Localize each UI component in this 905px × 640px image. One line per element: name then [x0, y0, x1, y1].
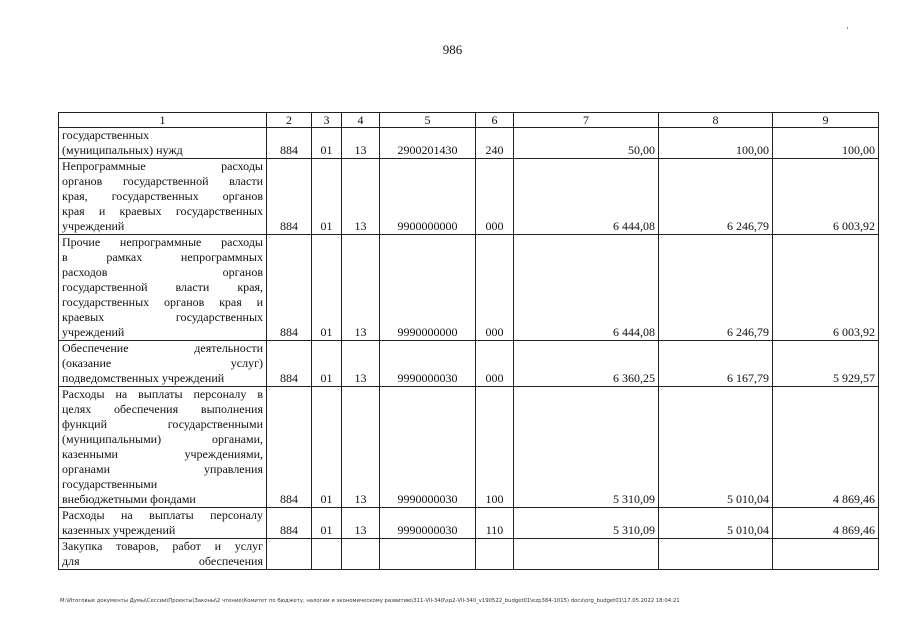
footer-file-path: M:\Итоговые документы Думы\Сессии\Проекты\Законы\2 чтение\Комитет по бюджету, налогам и экономическому развитию\311-VII-340\зр2-VII-340_v190522_budget01\ezp384-1015) docx\org_budget01\17.05.2022 18:04:21: [60, 598, 680, 604]
header-cell: 8: [659, 113, 773, 128]
cell-section: 01: [312, 128, 342, 159]
table-row: [59, 128, 879, 159]
empty-cell: [267, 539, 312, 570]
row-description: [59, 539, 267, 570]
table-row: [59, 341, 879, 387]
description-line: (муниципальных) нужд: [62, 143, 183, 157]
description-line: учреждений: [62, 219, 125, 233]
cell-amount-year3: 5 929,57: [773, 341, 879, 387]
description-line: Непрограммные расходы: [62, 159, 263, 173]
empty-cell: [380, 539, 476, 570]
cell-section: 01: [312, 341, 342, 387]
row-description: [59, 159, 267, 235]
table-row: [59, 159, 879, 235]
cell-amount-year2: 5 010,04: [659, 387, 773, 508]
cell-amount-year1: 6 360,25: [514, 341, 659, 387]
cell-amount-year2: 5 010,04: [659, 508, 773, 539]
empty-cell: [659, 539, 773, 570]
cell-target-article: 9990000000: [380, 235, 476, 341]
cell-ministry-code: 884: [267, 128, 312, 159]
empty-cell: [514, 539, 659, 570]
description-line: внебюджетными фондами: [62, 492, 196, 506]
cell-amount-year1: 6 444,08: [514, 159, 659, 235]
table-row: [59, 539, 879, 570]
cell-target-article: 9990000030: [380, 341, 476, 387]
row-description: [59, 387, 267, 508]
description-line: целях обеспечения выполнения: [62, 402, 263, 416]
cell-amount-year3: 4 869,46: [773, 508, 879, 539]
header-cell: 3: [312, 113, 342, 128]
description-line: государственных: [62, 128, 150, 142]
header-cell: 1: [59, 113, 267, 128]
row-description: [59, 235, 267, 341]
cell-subsection: 13: [342, 341, 380, 387]
cell-amount-year3: 100,00: [773, 128, 879, 159]
header-cell: 6: [476, 113, 514, 128]
cell-ministry-code: 884: [267, 159, 312, 235]
budget-table: [58, 112, 879, 570]
description-line: Расходы на выплаты персоналу в: [62, 387, 263, 401]
cell-amount-year3: 6 003,92: [773, 159, 879, 235]
cell-expense-type: 100: [476, 387, 514, 508]
description-line: в рамках непрограммных: [62, 250, 263, 264]
cell-amount-year1: 5 310,09: [514, 508, 659, 539]
description-line: органов государственной власти: [62, 174, 263, 188]
cell-amount-year2: 6 246,79: [659, 235, 773, 341]
description-line: края и краевых государственных: [62, 204, 263, 218]
description-line: Прочие непрограммные расходы: [62, 235, 263, 249]
description-line: казенными учреждениями,: [62, 447, 263, 461]
cell-subsection: 13: [342, 235, 380, 341]
description-line: (муниципальными) органами,: [62, 432, 263, 446]
cell-amount-year1: 50,00: [514, 128, 659, 159]
description-line: органами управления: [62, 462, 263, 476]
description-line: для обеспечения: [62, 554, 263, 568]
table-header-row: [59, 113, 879, 128]
header-cell: 7: [514, 113, 659, 128]
header-cell: 2: [267, 113, 312, 128]
cell-subsection: 13: [342, 508, 380, 539]
cell-amount-year2: 6 246,79: [659, 159, 773, 235]
corner-mark: ‚: [846, 20, 849, 30]
empty-cell: [773, 539, 879, 570]
empty-cell: [342, 539, 380, 570]
header-cell: 5: [380, 113, 476, 128]
cell-ministry-code: 884: [267, 341, 312, 387]
row-description: [59, 508, 267, 539]
cell-target-article: 9900000000: [380, 159, 476, 235]
description-line: края, государственных органов: [62, 189, 263, 203]
cell-ministry-code: 884: [267, 387, 312, 508]
cell-amount-year2: 100,00: [659, 128, 773, 159]
header-cell: 4: [342, 113, 380, 128]
description-line: Обеспечение деятельности: [62, 341, 263, 355]
cell-ministry-code: 884: [267, 235, 312, 341]
cell-amount-year1: 6 444,08: [514, 235, 659, 341]
description-line: Закупка товаров, работ и услуг: [62, 539, 263, 553]
row-description: [59, 128, 267, 159]
table-row: [59, 508, 879, 539]
description-line: казенных учреждений: [62, 523, 176, 537]
cell-section: 01: [312, 508, 342, 539]
row-description: [59, 341, 267, 387]
cell-target-article: 9990000030: [380, 508, 476, 539]
page-number: 986: [442, 42, 463, 57]
cell-amount-year3: 4 869,46: [773, 387, 879, 508]
description-line: функций государственными: [62, 417, 263, 431]
cell-subsection: 13: [342, 387, 380, 508]
description-line: (оказание услуг): [62, 356, 263, 370]
cell-expense-type: 240: [476, 128, 514, 159]
cell-expense-type: 110: [476, 508, 514, 539]
cell-amount-year1: 5 310,09: [514, 387, 659, 508]
empty-cell: [476, 539, 514, 570]
cell-ministry-code: 884: [267, 508, 312, 539]
table-row: [59, 387, 879, 508]
description-line: государственной власти края,: [62, 280, 263, 294]
description-line: государственными: [62, 477, 158, 491]
description-line: расходов органов: [62, 265, 263, 279]
cell-section: 01: [312, 387, 342, 508]
cell-expense-type: 000: [476, 235, 514, 341]
description-line: государственных органов края и: [62, 295, 263, 309]
cell-expense-type: 000: [476, 159, 514, 235]
cell-target-article: 9990000030: [380, 387, 476, 508]
cell-amount-year3: 6 003,92: [773, 235, 879, 341]
description-line: краевых государственных: [62, 310, 263, 324]
cell-subsection: 13: [342, 128, 380, 159]
description-line: Расходы на выплаты персоналу: [62, 508, 263, 522]
cell-section: 01: [312, 159, 342, 235]
table-row: [59, 235, 879, 341]
description-line: подведомственных учреждений: [62, 371, 225, 385]
header-cell: 9: [773, 113, 879, 128]
description-line: учреждений: [62, 325, 125, 339]
cell-subsection: 13: [342, 159, 380, 235]
cell-target-article: 2900201430: [380, 128, 476, 159]
empty-cell: [312, 539, 342, 570]
cell-amount-year2: 6 167,79: [659, 341, 773, 387]
cell-section: 01: [312, 235, 342, 341]
cell-expense-type: 000: [476, 341, 514, 387]
